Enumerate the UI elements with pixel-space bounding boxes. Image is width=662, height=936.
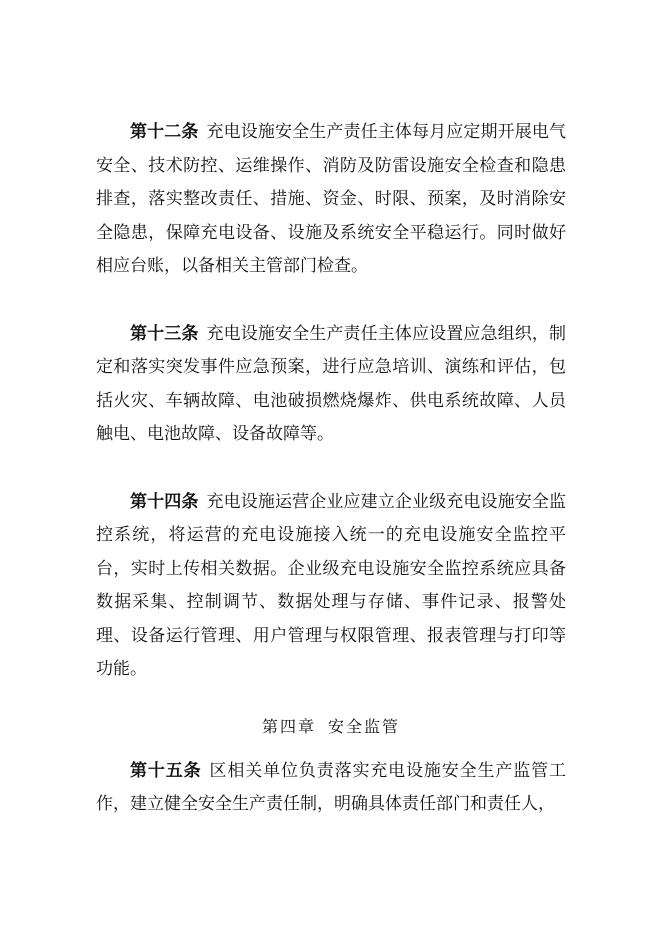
article-label: 第十四条: [130, 491, 199, 512]
chapter-number: 第四章: [261, 716, 316, 736]
article-13: [96, 318, 566, 452]
article-label: 第十三条: [130, 323, 199, 344]
chapter-title: 安全监管: [328, 716, 401, 736]
article-label: 第十二条: [130, 122, 199, 142]
article-text: 充电设施安全生产责任主体应设置应急组织，制定和落实突发事件应急预案，进行应急培训、演练和评估，包括火灾、车辆故障、电池破损燃烧爆炸、供电系统故障、人员触电、电池故障、设备故障等。: [96, 323, 566, 444]
chapter-heading: [96, 709, 566, 745]
article-label: 第十五条: [130, 760, 202, 781]
article-text: 充电设施安全生产责任主体每月应定期开展电气安全、技术防控、运维操作、消防及防雷设施安全检查和隐患排查，落实整改责任、措施、资金、时限、预案，及时消除安全隐患，保障充电设备、设施及系统安全平稳运行。同时做好相应台账，以备相关主管部门检查。: [96, 122, 566, 276]
article-text: 区相关单位负责落实充电设施安全生产监管工作，建立健全安全生产责任制，明确具体责任部门和责任人，: [96, 760, 567, 814]
article-12: [96, 116, 566, 284]
article-14: [96, 486, 566, 687]
article-text: 充电设施运营企业应建立企业级充电设施安全监控系统，将运营的充电设施接入统一的充电设施安全监控平台，实时上传相关数据。企业级充电设施安全监控系统应具备数据采集、控制调节、数据处理与存储、事件记录、报警处理、设备运行管理、用户管理与权限管理、报表管理与打印等功能。: [96, 491, 566, 679]
article-15: [96, 755, 566, 822]
